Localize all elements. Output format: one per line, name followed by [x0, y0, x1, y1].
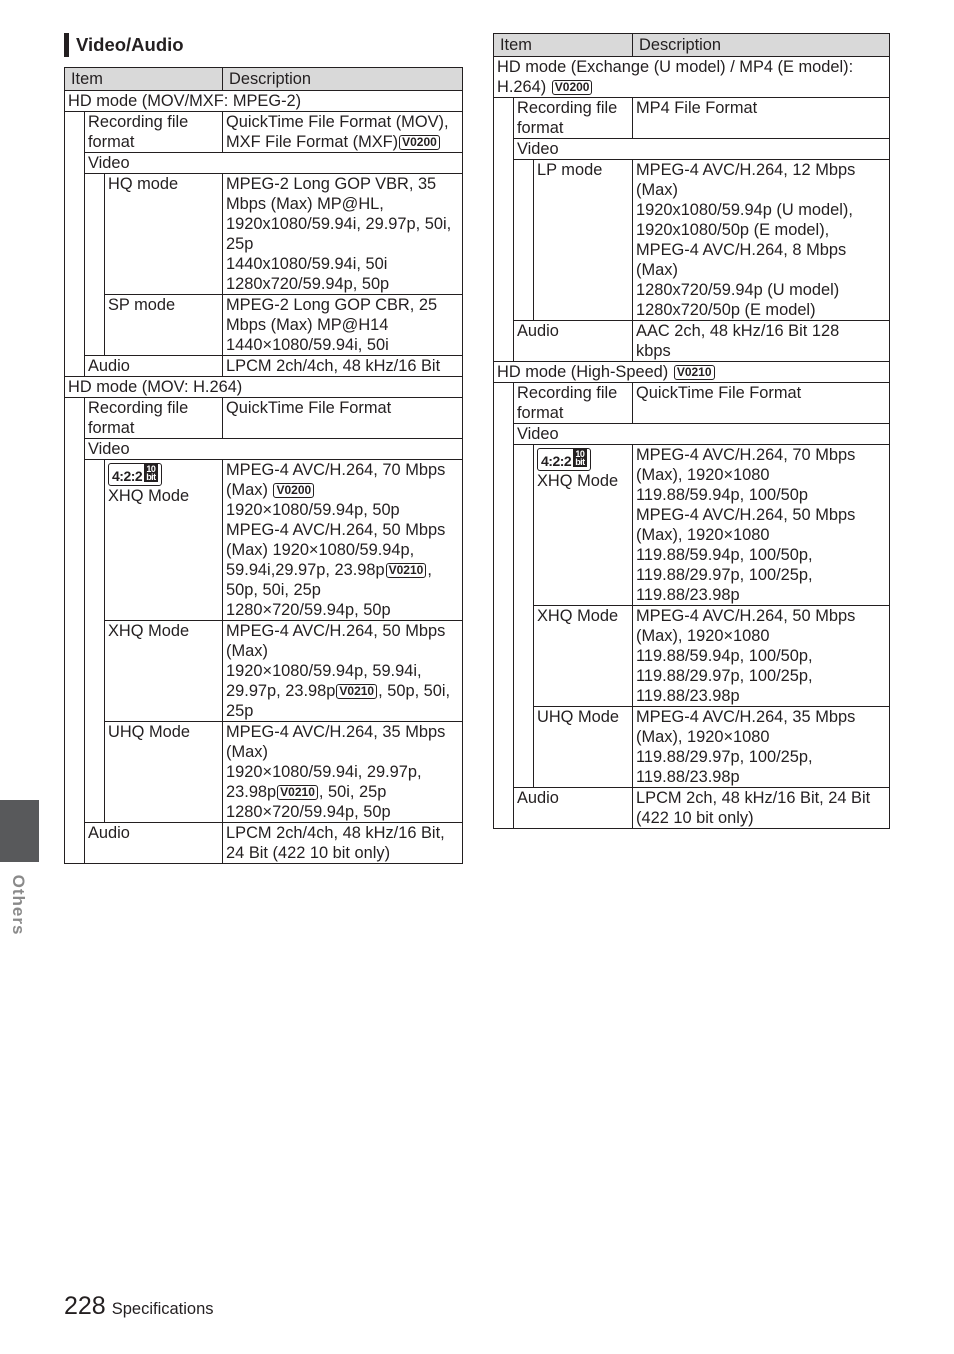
mode-label: 4:2:2 10 bit XHQ Mode	[534, 445, 633, 606]
mode-description: MPEG-4 AVC/H.264, 35 Mbps (Max), 1920×1080 119.88/29.97p, 100/25p, 119.88/23.98p	[633, 707, 890, 788]
table-row	[494, 606, 890, 707]
table-row	[494, 383, 890, 424]
indent-cell	[85, 174, 105, 356]
indent-cell	[65, 112, 85, 377]
table-header-row	[65, 68, 463, 91]
422-10bit-icon: 4:2:2 10 bit	[108, 463, 162, 486]
table-row	[65, 174, 463, 295]
item-label: Audio	[85, 356, 223, 377]
mode-label: HQ mode	[105, 174, 223, 295]
version-tag: V0210	[386, 563, 427, 578]
spec-table-left	[64, 67, 463, 864]
item-description: QuickTime File Format (MOV), MXF File Format (MXF) V0200	[223, 112, 463, 153]
group-title: HD mode (High-Speed) V0210	[494, 362, 890, 383]
item-label: Video	[514, 139, 890, 160]
mode-label: UHQ Mode	[534, 707, 633, 788]
item-label: Video	[85, 153, 463, 174]
chapter-label: Others	[9, 874, 28, 936]
item-label: Recording file format	[514, 383, 633, 424]
item-label: Recording file format	[85, 112, 223, 153]
mode-description: MPEG-4 AVC/H.264, 50 Mbps (Max) 1920×1080/59.94p, 59.94i, 29.97p, 23.98p V0210 , 50p, 50i, 25p	[223, 621, 463, 722]
item-label: Recording file format	[514, 98, 633, 139]
footer-label: Specifications	[111, 1300, 214, 1318]
item-description: QuickTime File Format	[633, 383, 890, 424]
section-heading	[64, 33, 184, 57]
version-tag: V0210	[277, 785, 318, 800]
version-tag: V0200	[273, 483, 314, 498]
mode-description: MPEG-4 AVC/H.264, 35 Mbps (Max) 1920×1080/59.94i, 29.97p, 23.98p V0210 , 50i, 25p 1280×720/59.94p, 50p	[223, 722, 463, 823]
item-description: LPCM 2ch/4ch, 48 kHz/16 Bit, 24 Bit (422 10 bit only)	[223, 823, 463, 864]
indent-cell	[85, 460, 105, 823]
indent-cell	[494, 98, 514, 362]
chapter-tab	[0, 800, 39, 862]
table-row	[65, 439, 463, 460]
table-row	[494, 788, 890, 829]
table-row	[494, 98, 890, 139]
table-row	[65, 460, 463, 621]
item-label: Recording file format	[85, 398, 223, 439]
group-row	[494, 57, 890, 98]
item-description: QuickTime File Format	[223, 398, 463, 439]
table-row	[65, 398, 463, 439]
mode-label: UHQ Mode	[105, 722, 223, 823]
table-row	[494, 445, 890, 606]
table-row	[65, 153, 463, 174]
422-10bit-icon: 4:2:2 10 bit	[537, 448, 591, 471]
group-row	[65, 91, 463, 112]
item-label: Audio	[514, 788, 633, 829]
mode-label: SP mode	[105, 295, 223, 356]
table-row	[494, 139, 890, 160]
header-item: Item	[494, 34, 633, 57]
table-row	[494, 424, 890, 445]
item-label: Video	[514, 424, 890, 445]
page-number: 228	[64, 1292, 106, 1320]
item-description: LPCM 2ch/4ch, 48 kHz/16 Bit	[223, 356, 463, 377]
group-title: HD mode (Exchange (U model) / MP4 (E model): H.264) V0200	[494, 57, 890, 98]
table-row	[65, 722, 463, 823]
group-row	[65, 377, 463, 398]
mode-description: MPEG-4 AVC/H.264, 70 Mbps (Max), 1920×1080 119.88/59.94p, 100/50p MPEG-4 AVC/H.264, 50 Mbps (Max), 1920×1080 119.88/59.94p, 100/50p, 119.88/29.97p, 100/25p, 119.88/23.98p	[633, 445, 890, 606]
table-row	[494, 321, 890, 362]
item-description: LPCM 2ch, 48 kHz/16 Bit, 24 Bit (422 10 bit only)	[633, 788, 890, 829]
group-title: HD mode (MOV/MXF: MPEG-2)	[65, 91, 463, 112]
mode-description: MPEG-4 AVC/H.264, 12 Mbps (Max) 1920x1080/59.94p (U model), 1920x1080/50p (E model), MPEG-4 AVC/H.264, 8 Mbps (Max) 1280x720/59.94p (U model) 1280x720/50p (E model)	[633, 160, 890, 321]
table-row	[65, 356, 463, 377]
table-header-row	[494, 34, 890, 57]
mode-label: XHQ Mode	[105, 621, 223, 722]
table-row	[494, 707, 890, 788]
version-tag: V0200	[399, 135, 440, 150]
header-item: Item	[65, 68, 223, 91]
version-tag: V0210	[336, 684, 377, 699]
mode-description: MPEG-2 Long GOP VBR, 35 Mbps (Max) MP@HL, 1920x1080/59.94i, 29.97p, 50i, 25p 1440x1080/59.94i, 50i 1280x720/59.94p, 50p	[223, 174, 463, 295]
group-row	[494, 362, 890, 383]
indent-cell	[65, 398, 85, 864]
mode-label: LP mode	[534, 160, 633, 321]
mode-description: MPEG-4 AVC/H.264, 70 Mbps (Max) V0200 1920×1080/59.94p, 50p MPEG-4 AVC/H.264, 50 Mbps (Max) 1920×1080/59.94p, 59.94i,29.97p, 23.98p V0210 , 50p, 50i, 25p 1280×720/59.94p, 50p	[223, 460, 463, 621]
indent-cell	[514, 445, 534, 788]
section-title: Video/Audio	[76, 34, 184, 55]
item-description: MP4 File Format	[633, 98, 890, 139]
spec-table-right	[493, 33, 890, 829]
item-label: Audio	[85, 823, 223, 864]
table-row	[494, 160, 890, 321]
table-row	[65, 112, 463, 153]
mode-description: MPEG-4 AVC/H.264, 50 Mbps (Max), 1920×1080 119.88/59.94p, 100/50p, 119.88/29.97p, 100/25p, 119.88/23.98p	[633, 606, 890, 707]
table-row	[65, 621, 463, 722]
table-row	[65, 823, 463, 864]
header-description: Description	[633, 34, 890, 57]
header-description: Description	[223, 68, 463, 91]
heading-bar	[64, 33, 69, 57]
indent-cell	[514, 160, 534, 321]
indent-cell	[494, 383, 514, 829]
version-tag: V0210	[674, 365, 715, 380]
item-description: AAC 2ch, 48 kHz/16 Bit 128 kbps	[633, 321, 890, 362]
group-title: HD mode (MOV: H.264)	[65, 377, 463, 398]
table-row	[65, 295, 463, 356]
page-footer	[64, 1292, 214, 1321]
mode-label: XHQ Mode	[534, 606, 633, 707]
item-label: Audio	[514, 321, 633, 362]
mode-description: MPEG-2 Long GOP CBR, 25 Mbps (Max) MP@H14 1440×1080/59.94i, 50i	[223, 295, 463, 356]
version-tag: V0200	[552, 80, 593, 95]
item-label: Video	[85, 439, 463, 460]
mode-label: 4:2:2 10 bit XHQ Mode	[105, 460, 223, 621]
